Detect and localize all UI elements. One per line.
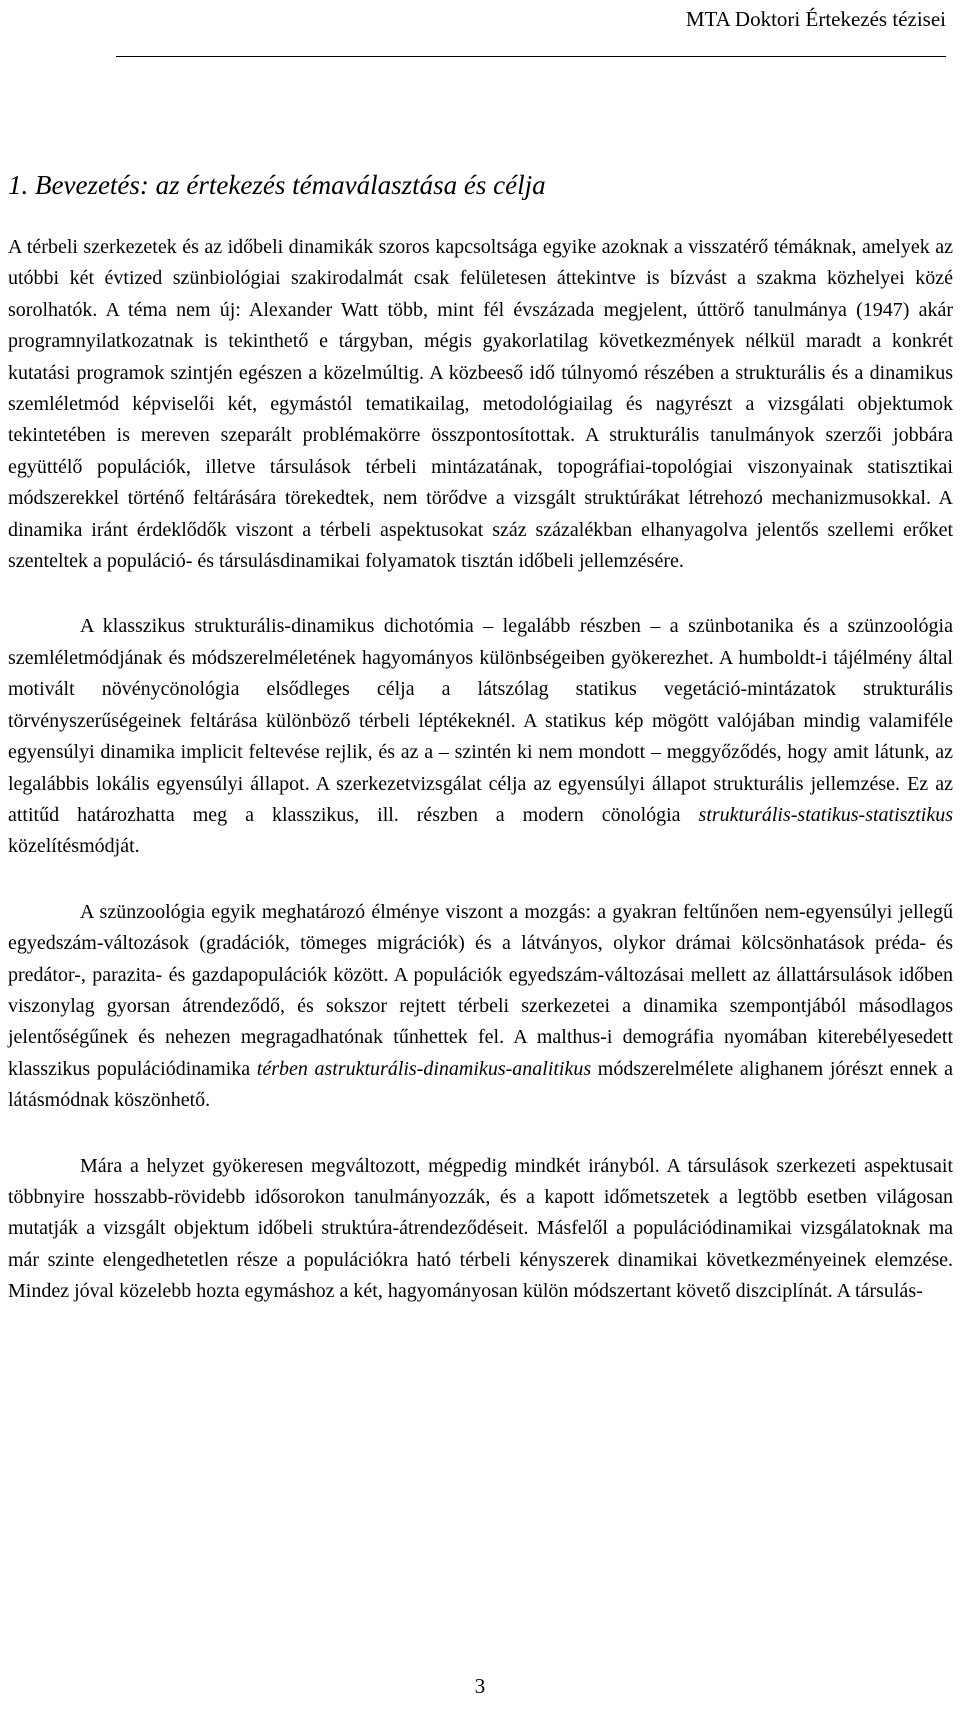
- paragraph-2-emphasis: strukturális-statikus-statisztikus: [698, 803, 953, 826]
- paragraph-2-text: A klasszikus strukturális-dinamikus dichotómia – legalább részben – a szünbotanika és a szünzoológia szemléletmódjának és módszerelméletének hagyományos különbségeiben gyökerezhet. A humboldt-i tájélmény által motivált növénycönológia elsődleges célja a látszólag statikus vegetáció-mintázatok strukturális törvényszerűségeinek feltárása különböző térbeli léptékeknél. A statikus kép mögött valójában mindig valamiféle egyensúlyi dinamika implicit feltevése rejlik, és az a – szintén ki nem mondott – meggyőződés, hogy amit látunk, az legalábbis lokális egyensúlyi állapot. A szerkezetvizsgálat célja az egyensúlyi állapot strukturális jellemzése. Ez az attitűd határozhatta meg a klasszikus, ill. részben a modern cönológia: [8, 615, 953, 826]
- paragraph-4: Mára a helyzet gyökeresen megváltozott, mégpedig mindkét irányból. A társulások szerkezeti aspektusait többnyire hosszabb-rövidebb idősorokon tanulmányozzák, és a kapott időmetszetek a legtöbb esetben világosan mutatják a vizsgált objektum időbeli struktúra-átrendeződéseit. Másfelől a populációdinamikai vizsgálatoknak ma már szinte elengedhetetlen része a populációkra ható térbeli kényszerek dinamikai következményeinek elemzése. Mindez jóval közelebb hozta egymáshoz a két, hagyományosan külön módszertant követő diszciplínát. A társulás-: [8, 1154, 953, 1303]
- running-header: MTA Doktori Értekezés tézisei: [685, 7, 946, 31]
- paragraph-3: [8, 897, 953, 1117]
- paragraph-2-end: közelítésmódját.: [8, 835, 140, 858]
- paragraph-1: A térbeli szerkezetek és az időbeli dinamikák szoros kapcsoltsága egyike azoknak a visszatérő témáknak, amelyek az utóbbi két évtized szünbiológiai szakirodalmát csak felületesen áttekintve is bízvást a szakma közhelyei közé sorolhatók. A téma nem új: Alexander Watt több, mint fél évszázada megjelent, úttörő tanulmánya (1947) akár programnyilatkozatnak is tekinthető e tárgyban, mégis gyakorlatilag következmények nélkül maradt a konkrét kutatási programok szintjén egészen a közelmúltig. A közbeeső idő túlnyomó részében a strukturális és a dinamikus szemléletmód képviselői két, egymástól tematikailag, metodológiailag és nagyrészt a vizsgálati objektumok tekintetében is mereven szeparált problémakörre összpontosítottak. A strukturális tanulmányok szerzői jobbára együttélő populációk, illetve társulások térbeli mintázatának, topográfiai-topológiai viszonyainak statisztikai módszerekkel történő feltárására törekedtek, nem törődve a vizsgált struktúrákat létrehozó mechanizmusokkal. A dinamika iránt érdeklődők viszont a térbeli aspektusokat száz százalékban elhanyagolva jelentős szellemi erőket szenteltek a populáció- és társulásdinamikai folyamatok tisztán időbeli jellemzésére.: [8, 236, 953, 573]
- header-rule: [116, 56, 946, 57]
- page-number: 3: [474, 1674, 486, 1698]
- paragraph-3-emphasis: térben astrukturális-dinamikus-analitikus: [256, 1057, 592, 1080]
- paragraph-3-text: A szünzoológia egyik meghatározó élménye viszont a mozgás: a gyakran feltűnően nem-egyensúlyi jellegű egyedszám-változások (gradációk, tömeges migrációk) és a látványos, olykor drámai kölcsönhatások préda- és predátor-, parazita- és gazdapopulációk között. A populációk egyedszám-változásai mellett az állattársulások időben viszonylag gyorsan átrendeződő, és sokszor rejtett térbeli szerkezetei a dinamika szempontjából másodlagos jelentőségűnek és nehezen megragadhatónak tűnhettek fel. A malthus-i demográfia nyomában kiterebélyesedett klasszikus populációdinamika: [8, 900, 953, 1080]
- page-body: [8, 168, 953, 1342]
- paragraph-3-end: módszerelmélete alighanem jórészt ennek a látásmódnak köszönhető.: [8, 1057, 954, 1112]
- section-heading: 1. Bevezetés: az értekezés témaválasztása és célja: [8, 170, 546, 200]
- paragraph-2: [8, 611, 953, 862]
